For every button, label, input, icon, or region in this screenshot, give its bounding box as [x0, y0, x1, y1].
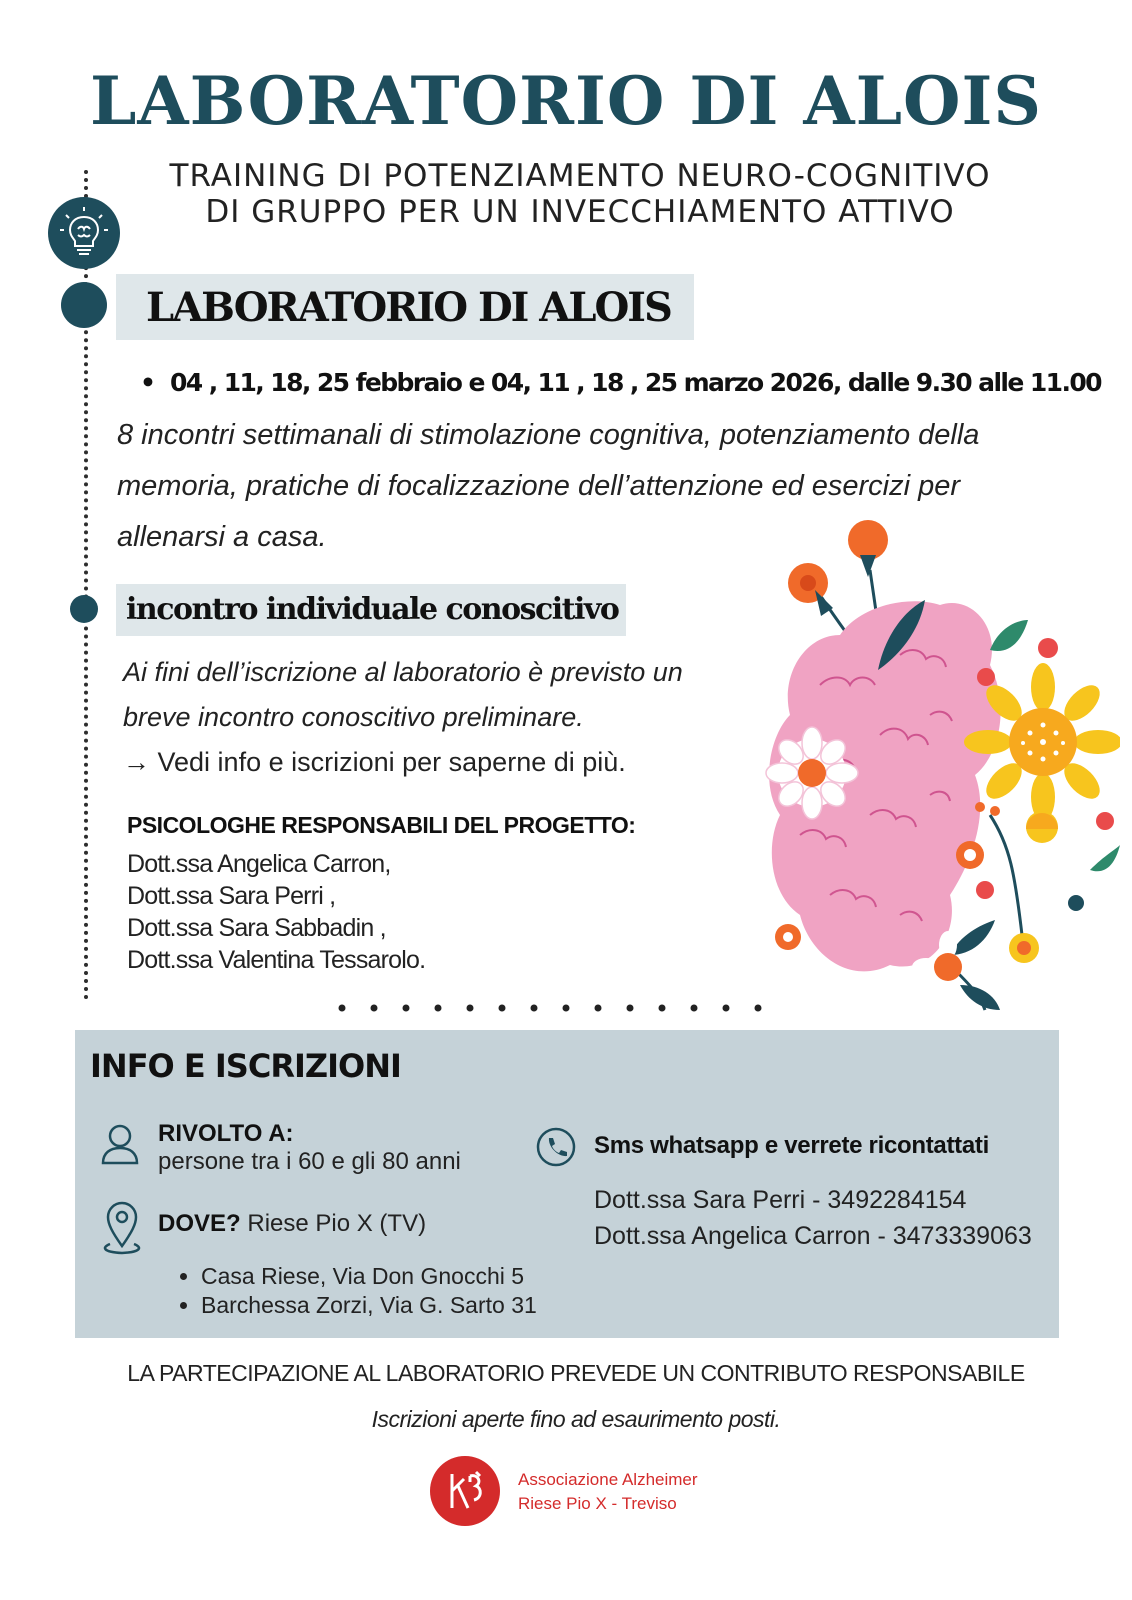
preliminary-info [123, 650, 763, 785]
description-line-3: allenarsi a casa. [117, 521, 327, 553]
phone-icon [535, 1126, 577, 1168]
location-pin-icon [102, 1200, 142, 1256]
preliminary-line-2: breve incontro conoscitivo preliminare. [123, 702, 584, 732]
locations-list [173, 1262, 537, 1320]
psychologists-list [127, 848, 425, 976]
timeline-dot-2 [70, 595, 98, 623]
dates-bullet: • 04 , 11, 18, 25 febbraio e 04, 11 , 18 , 25 marzo 2026, dalle 9.30 alle 11.00 [140, 368, 1101, 397]
association-line-2: Riese Pio X - Treviso [518, 1494, 677, 1513]
target-value: persone tra i 60 e gli 80 anni [158, 1148, 461, 1175]
association-name [518, 1468, 698, 1516]
psychologist-name: Dott.ssa Sara Perri , [127, 882, 336, 910]
lightbulb-brain-icon [48, 197, 120, 269]
psychologist-name: Dott.ssa Valentina Tessarolo. [127, 946, 426, 974]
description-line-1: 8 incontri settimanali di stimolazione cognitiva, potenziamento della [117, 419, 980, 451]
contact-heading: Sms whatsapp e verrete ricontattati [594, 1132, 989, 1159]
subtitle-line-2: DI GRUPPO PER UN INVECCHIAMENTO ATTIVO [205, 194, 955, 230]
contact-list [594, 1182, 1032, 1254]
where-value: Riese Pio X (TV) [240, 1210, 427, 1237]
where-label: DOVE? [158, 1210, 241, 1237]
contact-item: Dott.ssa Sara Perri - 3492284154 [594, 1186, 967, 1214]
association-logo [430, 1456, 500, 1526]
dotted-separator [330, 988, 790, 1018]
info-panel [75, 1030, 1059, 1338]
footer-italic-note: Iscrizioni aperte fino ad esaurimento posti. [371, 1406, 781, 1432]
preliminary-line-1: Ai fini dell’iscrizione al laboratorio è previsto un [123, 657, 683, 687]
brain-flowers-illustration [760, 515, 1120, 1035]
person-icon [100, 1123, 140, 1165]
psychologist-name: Dott.ssa Sara Sabbadin , [127, 914, 386, 942]
target-label: RIVOLTO A: [158, 1120, 294, 1147]
contact-item: Dott.ssa Angelica Carron - 3473339063 [594, 1222, 1032, 1250]
timeline-dot-1 [61, 282, 107, 328]
dates-text: 04 , 11, 18, 25 febbraio e 04, 11 , 18 , 25 marzo 2026, dalle 9.30 alle 11.00 [170, 368, 1101, 397]
section-label: LABORATORIO DI ALOIS [146, 284, 671, 331]
section-label-box-2 [116, 584, 626, 636]
psychologist-name: Dott.ssa Angelica Carron, [127, 850, 391, 878]
association-line-1: Associazione Alzheimer [518, 1470, 698, 1489]
list-item: • Barchessa Zorzi, Via G. Sarto 31 [201, 1291, 537, 1320]
section-label-2: incontro individuale conoscitivo [126, 592, 619, 627]
subtitle-line-1: TRAINING DI POTENZIAMENTO NEURO-COGNITIVO [169, 158, 991, 194]
description-line-2: memoria, pratiche di focalizzazione dell’attenzione ed esercizi per [117, 470, 961, 502]
section-label-box [116, 274, 694, 340]
psychologists-heading: PSICOLOGHE RESPONSABILI DEL PROGETTO: [127, 812, 636, 838]
preliminary-line-3: → Vedi info e iscrizioni per saperne di più. [123, 747, 626, 777]
list-item: • Casa Riese, Via Don Gnocchi 5 [201, 1262, 537, 1291]
footer-note: LA PARTECIPAZIONE AL LABORATORIO PREVEDE UN CONTRIBUTO RESPONSABILE [127, 1360, 1025, 1386]
where-line [158, 1210, 426, 1238]
page-title: LABORATORIO DI ALOIS [89, 62, 1043, 140]
info-heading: INFO E ISCRIZIONI [90, 1047, 401, 1085]
